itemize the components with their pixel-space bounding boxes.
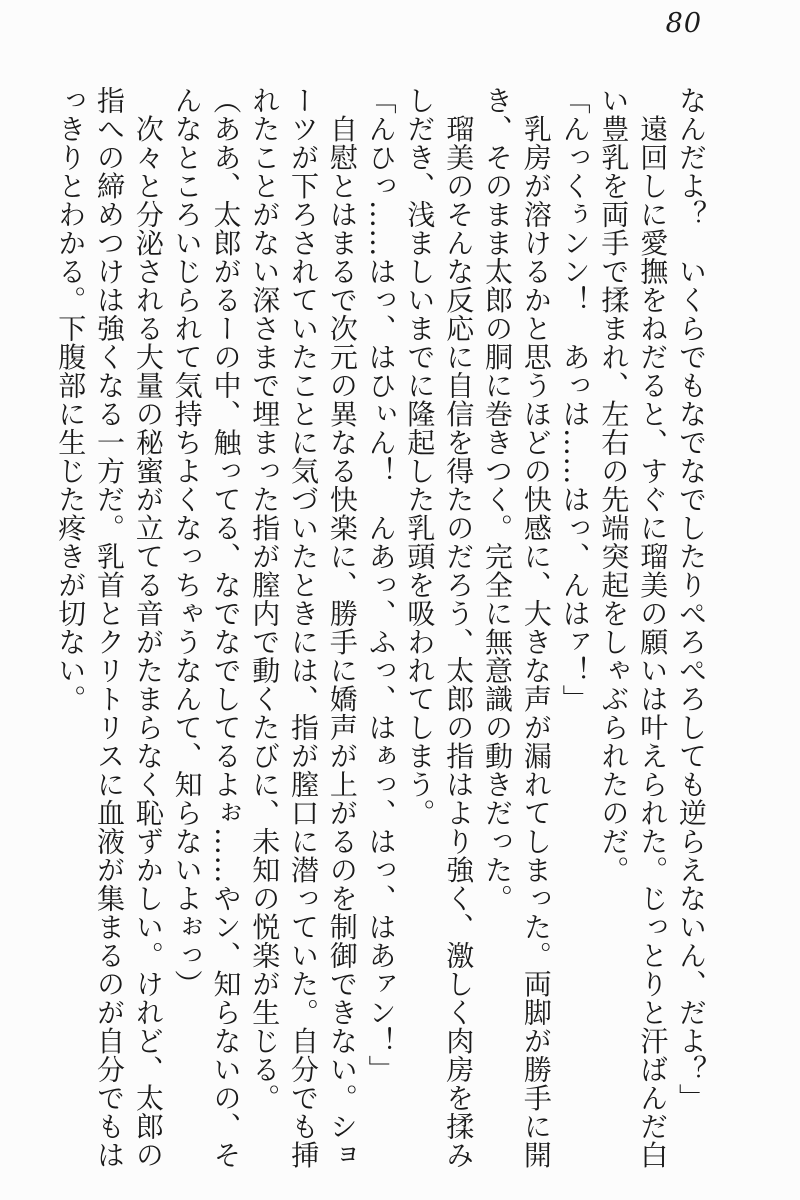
text-line-5: 乳房が溶けるかと思うほどの快感に、大きな声が漏れてしまった。両脚が勝手に開 [519,86,553,1169]
text-line-3: い豊乳を両手で揉まれ、左右の先端突起をしゃぶられたのだ。 [597,86,631,884]
body-text [50,86,710,1174]
text-line-8: しだき、浅ましいまでに隆起した乳頭を吸われてしまう。 [403,86,437,827]
text-line-15: 次々と分泌される大量の秘蜜が立てる音がたまらなく恥ずかしい。けれど、太郎の [131,86,165,1169]
text-line-16: 指への締めつけは強くなる一方だ。乳首とクリトリスに血液が集まるのが自分でもは [93,86,127,1169]
text-line-7: 瑠美のそんな反応に自信を得たのだろう、太郎の指はより強く、激しく肉房を揉み [442,86,476,1169]
text-line-14: んなところいじられて気持ちよくなっちゃうなんて、知らないよぉっ） [170,86,204,998]
text-line-4: 「んっくぅンン！ あっは……はっ、んはァ！」 [558,86,592,713]
text-line-17: っきりとわかる。下腹部に生じた疼きが切ない。 [54,86,88,713]
text-line-13: （ああ、太郎がるーの中、触ってる、なでなでしてるよぉ……やン、知らないの、そ [209,86,243,1169]
text-line-1: なんだよ？ いくらでもなでなでしたりぺろぺろしても逆らえないん、だよ？」 [675,86,708,1112]
text-line-11: ーツが下ろされていたことに気づいたときには、指が膣口に潜っていた。自分でも挿 [287,86,321,1169]
page-number: 80 [665,8,702,39]
text-line-12: れたことがない深さまで埋まった指が膣内で動くたびに、未知の悦楽が生じる。 [248,86,282,1112]
text-line-10: 自慰とはまるで次元の異なる快楽に、勝手に嬌声が上がるのを制御できない。ショ [325,86,359,1169]
text-line-6: き、そのまま太郎の胴に巻きつく。完全に無意識の動きだった。 [481,86,515,913]
text-line-9: 「んひっ……はっ、はひぃん！ んあっ、ふっ、はぁっ、はっ、はあァン！」 [364,86,398,1084]
text-line-2: 遠回しに愛撫をねだると、すぐに瑠美の願いは叶えられた。じっとりと汗ばんだ白 [636,86,670,1169]
